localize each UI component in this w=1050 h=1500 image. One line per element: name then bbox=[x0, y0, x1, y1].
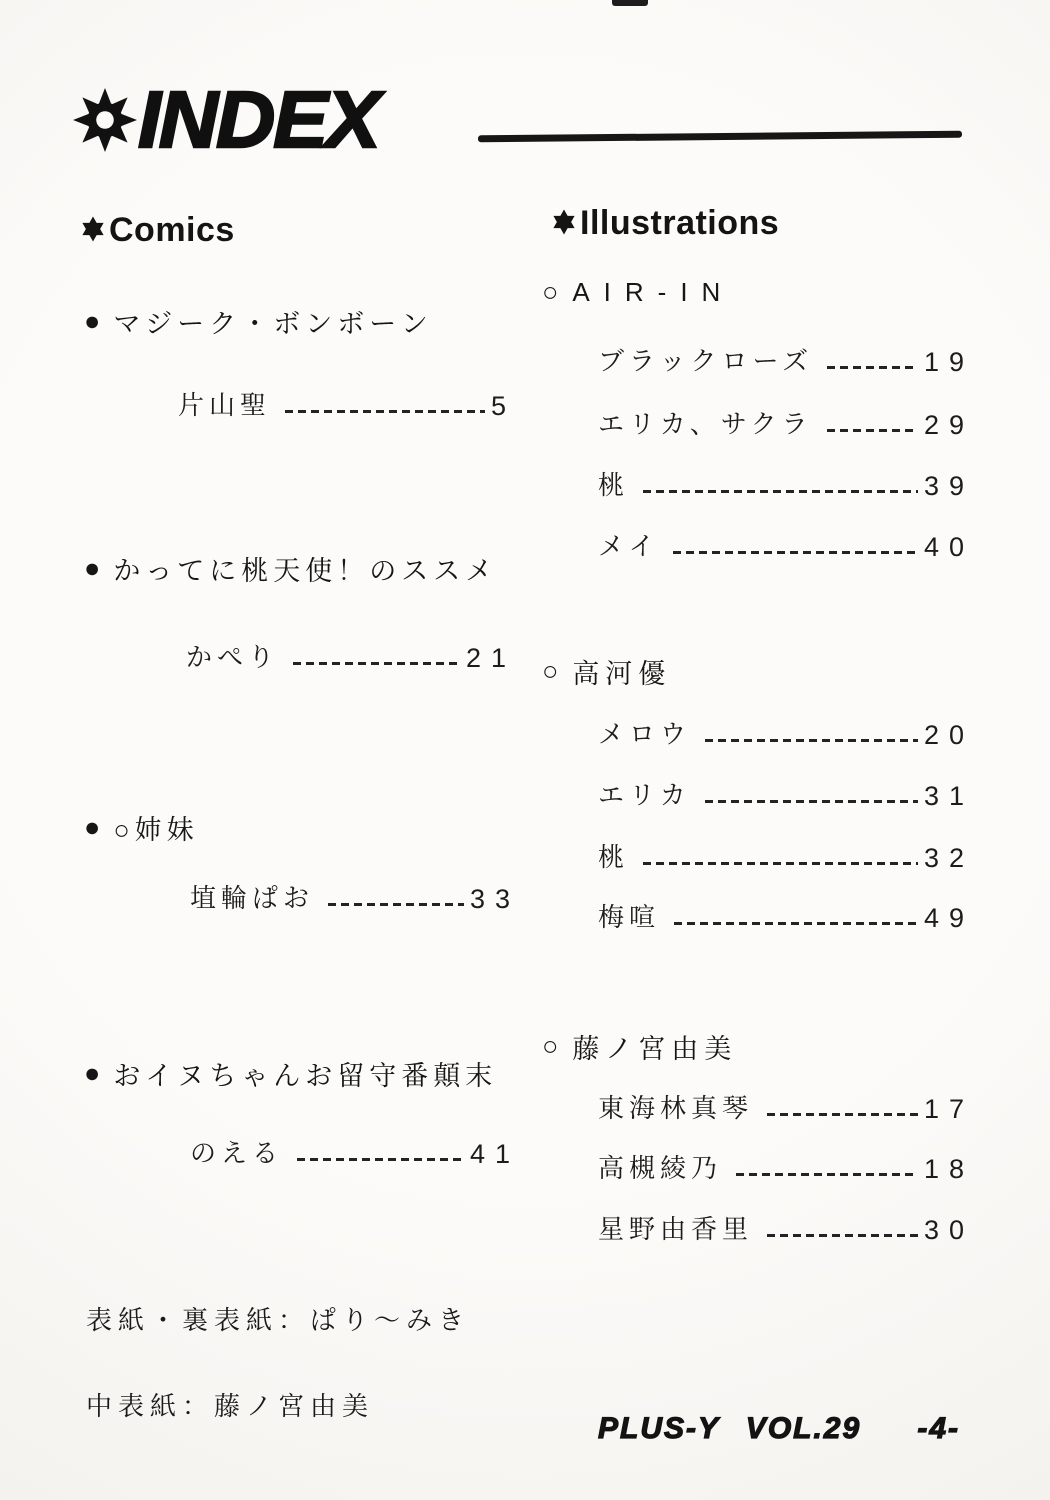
illustration-label: エリカ bbox=[598, 780, 691, 810]
dash-leader bbox=[643, 490, 918, 493]
cover-credit: 表紙・裏表紙：ぱり〜みき bbox=[86, 1305, 471, 1335]
illustration-label: 星野由香里 bbox=[598, 1214, 754, 1244]
page-number: 17 bbox=[923, 1094, 974, 1124]
illustration-label: 東海林真琴 bbox=[598, 1093, 754, 1123]
page-number: 39 bbox=[923, 471, 974, 501]
page-number: 19 bbox=[923, 347, 974, 377]
illustration-row bbox=[598, 1148, 974, 1185]
dash-leader bbox=[827, 366, 918, 369]
dash-leader bbox=[736, 1173, 918, 1176]
page-number: 20 bbox=[923, 720, 974, 750]
illustration-row bbox=[598, 341, 974, 378]
scan-artifact bbox=[612, 0, 648, 6]
illustration-row bbox=[598, 714, 974, 751]
illustration-row bbox=[598, 1209, 974, 1246]
illustration-label: 梅喧 bbox=[598, 902, 661, 932]
comic-title-text: ○姉妹 bbox=[113, 815, 199, 845]
illustration-label: メイ bbox=[598, 531, 660, 561]
header-rule bbox=[478, 131, 962, 143]
artist-group-heading bbox=[542, 277, 734, 308]
dash-leader bbox=[328, 903, 464, 906]
comic-title-text: マジーク・ボンボーン bbox=[113, 309, 433, 339]
sunburst-icon bbox=[72, 87, 138, 153]
illustrations-heading-label: Illustrations bbox=[580, 204, 780, 242]
illustration-row bbox=[598, 1088, 974, 1125]
dash-leader bbox=[705, 739, 918, 742]
illustration-row bbox=[598, 465, 974, 502]
page-number: 5 bbox=[490, 391, 516, 421]
illustration-label: エリカ、サクラ bbox=[598, 409, 813, 439]
comic-entry-title bbox=[84, 808, 199, 847]
author-name: かぺり bbox=[186, 642, 280, 672]
illustration-row bbox=[598, 897, 974, 934]
artist-name: 藤ノ宮由美 bbox=[572, 1034, 738, 1064]
artist-group-heading bbox=[542, 1027, 737, 1066]
bullet-icon: ● bbox=[84, 306, 106, 336]
author-name: 埴輪ぱお bbox=[190, 883, 315, 913]
comic-entry-title bbox=[84, 549, 497, 588]
circle-marker-icon: ○ bbox=[542, 277, 565, 307]
artist-group-heading bbox=[542, 652, 671, 691]
comic-author-row bbox=[190, 878, 520, 915]
page-number: 32 bbox=[923, 843, 974, 873]
dash-leader bbox=[285, 410, 485, 413]
dash-leader bbox=[673, 551, 917, 554]
page-number: 31 bbox=[923, 781, 974, 811]
dash-leader bbox=[767, 1113, 918, 1116]
page-footer bbox=[598, 1412, 960, 1446]
dash-leader bbox=[827, 429, 918, 432]
illustration-row bbox=[598, 526, 974, 563]
page-number: 29 bbox=[923, 410, 974, 440]
folio-page-number: -4- bbox=[917, 1412, 960, 1445]
six-pointed-star-icon bbox=[80, 216, 106, 242]
page-number: 41 bbox=[469, 1139, 520, 1169]
author-name: 片山聖 bbox=[178, 390, 272, 420]
author-name: のえる bbox=[190, 1138, 284, 1168]
comic-author-row bbox=[178, 385, 516, 422]
page-number: 21 bbox=[465, 643, 516, 673]
comic-entry-title bbox=[84, 302, 433, 341]
comic-author-row bbox=[190, 1133, 520, 1170]
comic-entry-title bbox=[84, 1054, 497, 1093]
page-number: 18 bbox=[923, 1154, 974, 1184]
dash-leader bbox=[705, 800, 918, 803]
comics-heading-label: Comics bbox=[109, 211, 235, 249]
magazine-title: PLUS-Y VOL.29 bbox=[598, 1412, 862, 1445]
comics-section-heading bbox=[80, 211, 235, 250]
comic-author-row bbox=[186, 637, 516, 674]
page-number: 40 bbox=[923, 532, 974, 562]
comic-title-text: かってに桃天使！のススメ bbox=[113, 556, 498, 586]
page-number: 49 bbox=[923, 903, 974, 933]
bullet-icon: ● bbox=[84, 553, 106, 583]
six-pointed-star-icon bbox=[551, 209, 577, 235]
page-title: INDEX bbox=[138, 76, 379, 165]
bullet-icon: ● bbox=[84, 812, 106, 842]
illustration-row bbox=[598, 775, 974, 812]
circle-marker-icon: ○ bbox=[542, 1031, 565, 1061]
illustration-row bbox=[598, 404, 974, 441]
page-number: 30 bbox=[923, 1215, 974, 1245]
illustration-label: メロウ bbox=[598, 719, 692, 749]
dash-leader bbox=[293, 662, 460, 665]
artist-name: 高河優 bbox=[572, 659, 672, 689]
dash-leader bbox=[674, 922, 918, 925]
illustration-label: 桃 bbox=[598, 842, 630, 872]
bullet-icon: ● bbox=[84, 1058, 106, 1088]
illustration-row bbox=[598, 837, 974, 874]
illustration-label: 高槻綾乃 bbox=[598, 1153, 723, 1183]
dash-leader bbox=[767, 1234, 918, 1237]
dash-leader bbox=[297, 1158, 464, 1161]
inner-cover-credit: 中表紙：藤ノ宮由美 bbox=[86, 1391, 375, 1421]
illustration-label: ブラックローズ bbox=[598, 346, 814, 376]
dash-leader bbox=[643, 862, 918, 865]
illustration-label: 桃 bbox=[598, 470, 630, 500]
circle-marker-icon: ○ bbox=[542, 656, 565, 686]
page-number: 33 bbox=[469, 884, 520, 914]
illustrations-section-heading bbox=[551, 204, 779, 243]
artist-name: AIR-IN bbox=[572, 277, 735, 307]
comic-title-text: おイヌちゃんお留守番顛末 bbox=[113, 1061, 498, 1091]
